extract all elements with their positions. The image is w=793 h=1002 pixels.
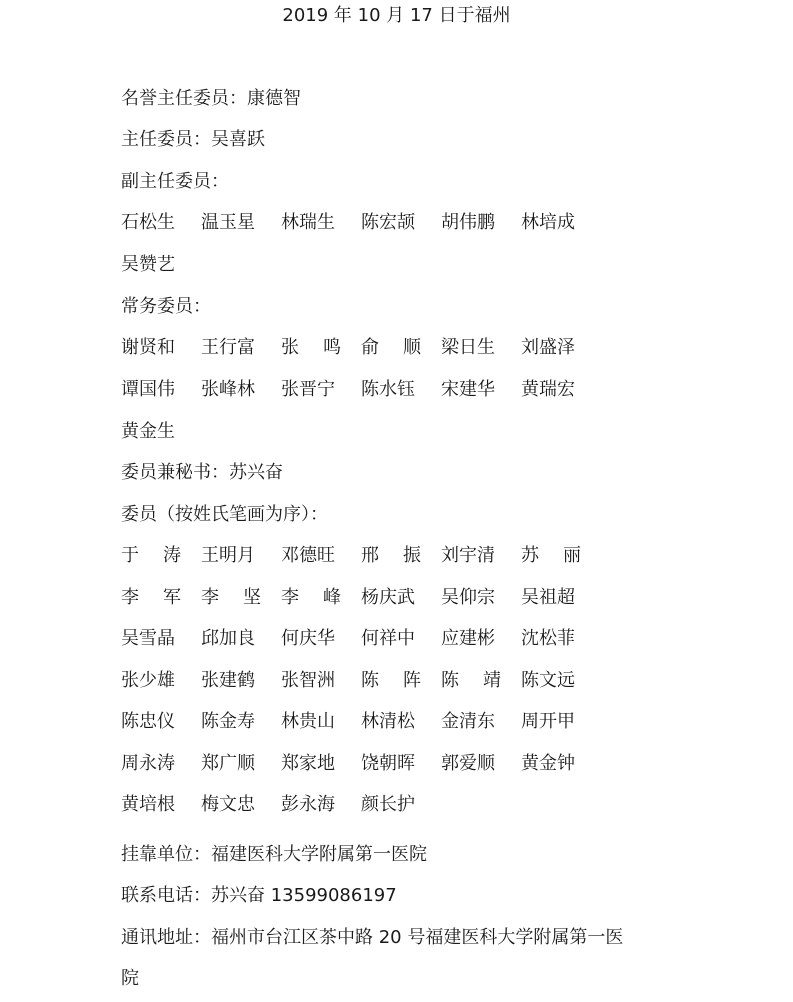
name-row [121,626,721,652]
standing-heading: 常务委员： [121,296,211,317]
member-name: 苏 丽 [521,545,581,566]
member-name: 吴赞艺 [121,254,175,275]
member-name: 颜长护 [361,794,415,815]
member-name: 陈文远 [521,669,575,691]
member-name: 何庆华 [281,628,335,649]
member-name: 陈宏颉 [361,212,415,233]
member-name: 刘宇清 [441,545,495,566]
member-name: 谢贤和 [121,337,175,358]
member-name: 李 坚 [201,586,261,608]
member-name: 谭国伟 [121,379,175,400]
member-name: 陈 阵 [361,669,421,691]
name-row [121,210,721,236]
member-name: 黄金钟 [521,752,575,774]
member-name: 郑家地 [281,752,335,774]
member-name: 邱加良 [201,628,255,649]
member-name: 陈水钰 [361,379,415,400]
name-row [121,335,721,361]
member-name: 吴仰宗 [441,586,495,608]
member-name: 陈 靖 [441,669,501,691]
member-name: 金清东 [441,711,495,732]
member-name: 应建彬 [441,628,495,649]
member-name: 郑广顺 [201,752,255,774]
date-line: 2019 年 10 月 17 日于福州 [282,5,511,26]
member-name: 陈忠仪 [121,711,175,732]
name-row [121,377,721,403]
secretary: 委员兼秘书：苏兴奋 [121,462,283,483]
address-line-1: 通讯地址：福州市台江区茶中路 20 号福建医科大学附属第一医 [121,927,624,948]
affiliation: 挂靠单位：福建医科大学附属第一医院 [121,844,427,865]
phone: 联系电话：苏兴奋 13599086197 [121,885,397,906]
member-name: 王行富 [201,337,255,358]
member-name: 彭永海 [281,794,335,815]
member-name: 黄瑞宏 [521,379,575,400]
member-name: 张智洲 [281,669,335,691]
member-name: 刘盛泽 [521,337,575,358]
member-name: 张少雄 [121,669,175,691]
member-name: 张建鹤 [201,669,255,691]
member-name: 邢 振 [361,545,421,566]
member-name: 胡伟鹏 [441,212,495,233]
member-name: 于 涛 [121,545,181,566]
member-name: 张 鸣 [281,337,341,358]
name-row [121,419,721,445]
name-row [121,252,721,278]
member-name: 吴雪晶 [121,628,175,649]
member-name: 周开甲 [521,711,575,732]
member-name: 周永涛 [121,752,175,774]
member-name: 王明月 [201,545,255,566]
member-name: 俞 顺 [361,337,421,358]
member-name: 石松生 [121,212,175,233]
member-name: 邓德旺 [281,545,335,566]
name-row [121,585,721,611]
member-name: 林培成 [521,212,575,233]
name-row [121,668,721,694]
member-name: 林贵山 [281,711,335,732]
member-name: 张晋宁 [281,379,335,400]
name-row [121,792,721,818]
member-name: 李 军 [121,586,181,608]
name-row [121,709,721,735]
member-name: 梅文忠 [201,794,255,815]
member-name: 李 峰 [281,586,341,608]
member-name: 郭爱顺 [441,752,495,774]
member-name: 陈金寿 [201,711,255,732]
member-name: 沈松菲 [521,628,575,649]
member-name: 吴祖超 [521,586,575,608]
chair: 主任委员：吴喜跃 [121,129,265,150]
member-name: 梁日生 [441,337,495,358]
name-row [121,543,721,569]
member-name: 林瑞生 [281,212,335,233]
vice-chairs-heading: 副主任委员： [121,171,229,192]
member-name: 杨庆武 [361,586,415,608]
member-name: 黄金生 [121,421,175,442]
name-row [121,751,721,777]
honorary-chair: 名誉主任委员：康德智 [121,88,301,109]
member-name: 饶朝晖 [361,752,415,774]
member-name: 林清松 [361,711,415,732]
member-name: 何祥中 [361,628,415,649]
member-name: 黄培根 [121,794,175,815]
address-line-2: 院 [121,968,139,989]
members-heading: 委员（按姓氏笔画为序）： [121,504,328,525]
member-name: 张峰林 [201,379,255,400]
member-name: 宋建华 [441,379,495,400]
member-name: 温玉星 [201,212,255,233]
